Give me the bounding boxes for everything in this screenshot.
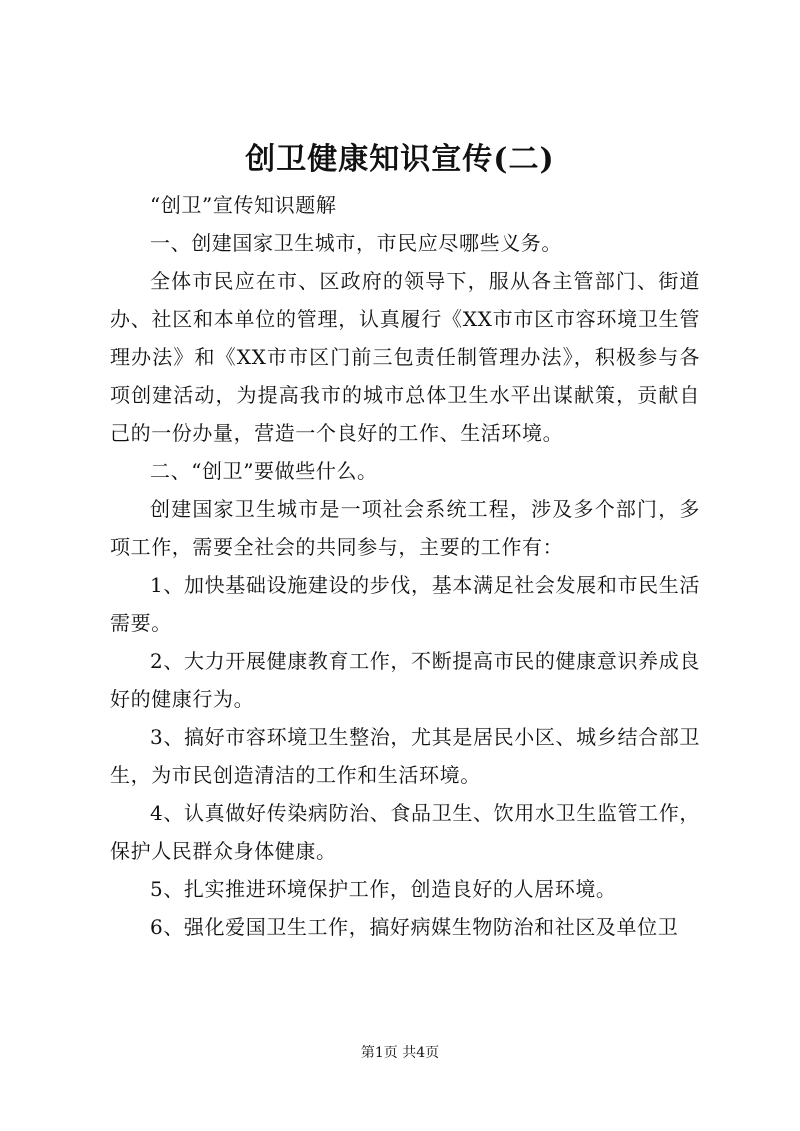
document-title: 创卫健康知识宣传(二) [245, 142, 555, 177]
page-number-footer: 第1页 共4页 [360, 1045, 440, 1061]
list-item-4: 4、认真做好传染病防治、食品卫生、饮用水卫生监管工作，保护人民群众身体健康。 [110, 801, 700, 863]
list-item-6: 6、强化爱国卫生工作，搞好病媒生物防治和社区及单位卫 [150, 915, 679, 939]
paragraph-section-heading: “创卫”宣传知识题解 [150, 193, 337, 217]
list-item-1: 1、加快基础设施建设的步伐，基本满足社会发展和市民生活需要。 [110, 573, 700, 635]
document-body [110, 186, 700, 946]
paragraph-question-2: 二、“创卫”要做些什么。 [150, 459, 378, 483]
paragraph-question-1: 一、创建国家卫生城市，市民应尽哪些义务。 [150, 231, 562, 255]
list-item-3: 3、搞好市容环境卫生整治，尤其是居民小区、城乡结合部卫生，为市民创造清洁的工作和生活环境。 [110, 725, 700, 787]
list-item-2: 2、大力开展健康教育工作，不断提高市民的健康意识养成良好的健康行为。 [110, 649, 700, 711]
paragraph-answer-2-intro: 创建国家卫生城市是一项社会系统工程，涉及多个部门，多项工作，需要全社会的共同参与，主要的工作有： [110, 497, 700, 559]
list-item-5: 5、扎实推进环境保护工作，创造良好的人居环境。 [150, 877, 617, 901]
paragraph-answer-1: 全体市民应在市、区政府的领导下，服从各主管部门、街道办、社区和本单位的管理，认真履行《XX市市区市容环境卫生管理办法》和《XX市市区门前三包责任制管理办法》，积极参与各项创建活动，为提高我市的城市总体卫生水平出谋献策，贡献自己的一份办量，营造一个良好的工作、生活环境。 [110, 269, 700, 445]
